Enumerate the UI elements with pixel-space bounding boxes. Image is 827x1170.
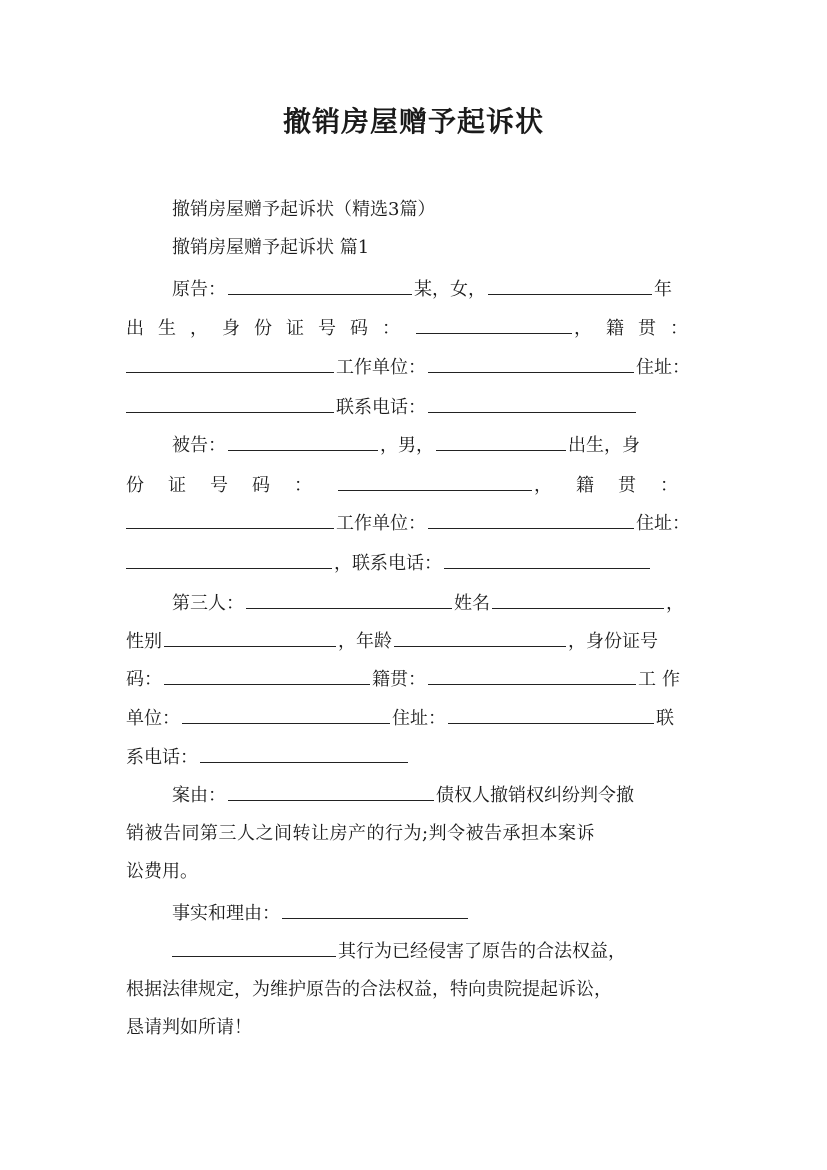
third-party-label: 第三人： [172, 593, 244, 614]
subtitle-line [126, 196, 702, 224]
third-party-address-blank [448, 703, 654, 724]
facts-text: 恳请判如所请！ [126, 1017, 252, 1038]
third-party-gender-label: 性别 [126, 631, 162, 652]
facts-line-3 [126, 976, 702, 1004]
third-party-origin-label: 籍贯： [372, 669, 426, 690]
defendant-origin-blank [126, 508, 334, 529]
facts-line-2 [126, 936, 702, 964]
plaintiff-work-blank [428, 352, 634, 373]
plaintiff-label: 原告： [172, 279, 226, 300]
defendant-name-blank [228, 430, 378, 451]
plaintiff-line-2 [126, 313, 702, 341]
plaintiff-line-3 [126, 352, 702, 380]
cause-line-2 [126, 820, 702, 848]
third-party-address-label: 住址： [392, 708, 446, 729]
defendant-address-label: 住址： [636, 513, 690, 534]
defendant-gender-text: ，男， [380, 435, 434, 456]
facts-text: 根据法律规定，为维护原告的合法权益，特向贵院提起诉讼， [126, 979, 612, 1000]
facts-line-4 [126, 1014, 702, 1042]
defendant-line-1 [126, 430, 702, 458]
defendant-label: 被告： [172, 435, 226, 456]
plaintiff-id-blank [416, 313, 572, 334]
plaintiff-phone-blank [428, 392, 636, 413]
plaintiff-name-blank [228, 274, 412, 295]
third-party-comma: ， [666, 593, 684, 614]
third-party-unit-label: 单位： [126, 708, 180, 729]
cause-label: 案由： [172, 785, 226, 806]
defendant-phone-label: ，联系电话： [334, 553, 442, 574]
third-party-id-blank [164, 664, 370, 685]
plaintiff-birth-blank [488, 274, 652, 295]
facts-text: 其行为已经侵害了原告的合法权益， [338, 941, 626, 962]
facts-line-1 [126, 898, 702, 926]
defendant-id-label: 份证号码： [126, 475, 336, 496]
third-party-id-label: ，身份证号 [568, 631, 658, 652]
defendant-origin-label: ，籍贯： [534, 475, 702, 496]
subtitle-part: 撤销房屋赠予起诉状 篇1 [172, 237, 370, 258]
third-party-line-2 [126, 626, 702, 654]
cause-line-1 [126, 780, 702, 808]
defendant-id-blank [338, 470, 532, 491]
third-party-age-label: ，年龄 [338, 631, 392, 652]
plaintiff-address-label: 住址： [636, 357, 690, 378]
defendant-line-3 [126, 508, 702, 536]
document-title: 撤销房屋赠予起诉状 [282, 105, 544, 138]
third-party-line-4 [126, 703, 702, 731]
cause-text: 债权人撤销权纠纷判令撤 [436, 785, 634, 806]
plaintiff-work-label: 工作单位： [336, 357, 426, 378]
plaintiff-origin-blank [126, 352, 334, 373]
third-party-phone-blank [200, 742, 408, 763]
defendant-work-blank [428, 508, 634, 529]
plaintiff-year-text: 年 [654, 279, 672, 300]
cause-line-3 [126, 858, 702, 886]
plaintiff-line-4 [126, 392, 702, 420]
third-party-phone-label-start: 联 [656, 708, 674, 729]
cause-text: 讼费用。 [126, 861, 198, 882]
cause-text: 销被告同第三人之间转让房产的行为;判令被告承担本案诉 [126, 823, 596, 844]
defendant-address-blank [126, 548, 332, 569]
plaintiff-phone-label: 联系电话： [336, 397, 426, 418]
third-party-age-blank [394, 626, 566, 647]
third-party-work-label: 工作 [638, 669, 686, 690]
plaintiff-origin-label: ，籍贯： [574, 318, 702, 339]
facts-label: 事实和理由： [172, 903, 280, 924]
third-party-line-3 [126, 664, 702, 692]
third-party-gender-blank [164, 626, 336, 647]
subtitle-line [126, 234, 702, 262]
plaintiff-address-blank [126, 392, 334, 413]
defendant-work-label: 工作单位： [336, 513, 426, 534]
third-party-name-label: 姓名 [454, 593, 490, 614]
third-party-id-label-end: 码： [126, 669, 162, 690]
third-party-work-blank [182, 703, 390, 724]
plaintiff-line-1 [126, 274, 702, 302]
defendant-line-2 [126, 470, 702, 498]
third-party-origin-blank [428, 664, 636, 685]
facts-content-blank [172, 936, 336, 957]
defendant-born-text: 出生，身 [568, 435, 640, 456]
third-party-line-1 [126, 588, 702, 616]
third-party-blank [246, 588, 452, 609]
third-party-phone-label: 系电话： [126, 747, 198, 768]
cause-blank [228, 780, 434, 801]
plaintiff-gender-text: 某，女， [414, 279, 486, 300]
defendant-phone-blank [444, 548, 650, 569]
facts-blank [282, 898, 468, 919]
third-party-line-5 [126, 742, 702, 770]
third-party-name-blank [492, 588, 664, 609]
defendant-birth-blank [436, 430, 566, 451]
defendant-line-4 [126, 548, 702, 576]
plaintiff-id-label: 出生，身份证号码： [126, 318, 414, 339]
subtitle-selected: 撤销房屋赠予起诉状（精选3篇） [172, 199, 436, 220]
